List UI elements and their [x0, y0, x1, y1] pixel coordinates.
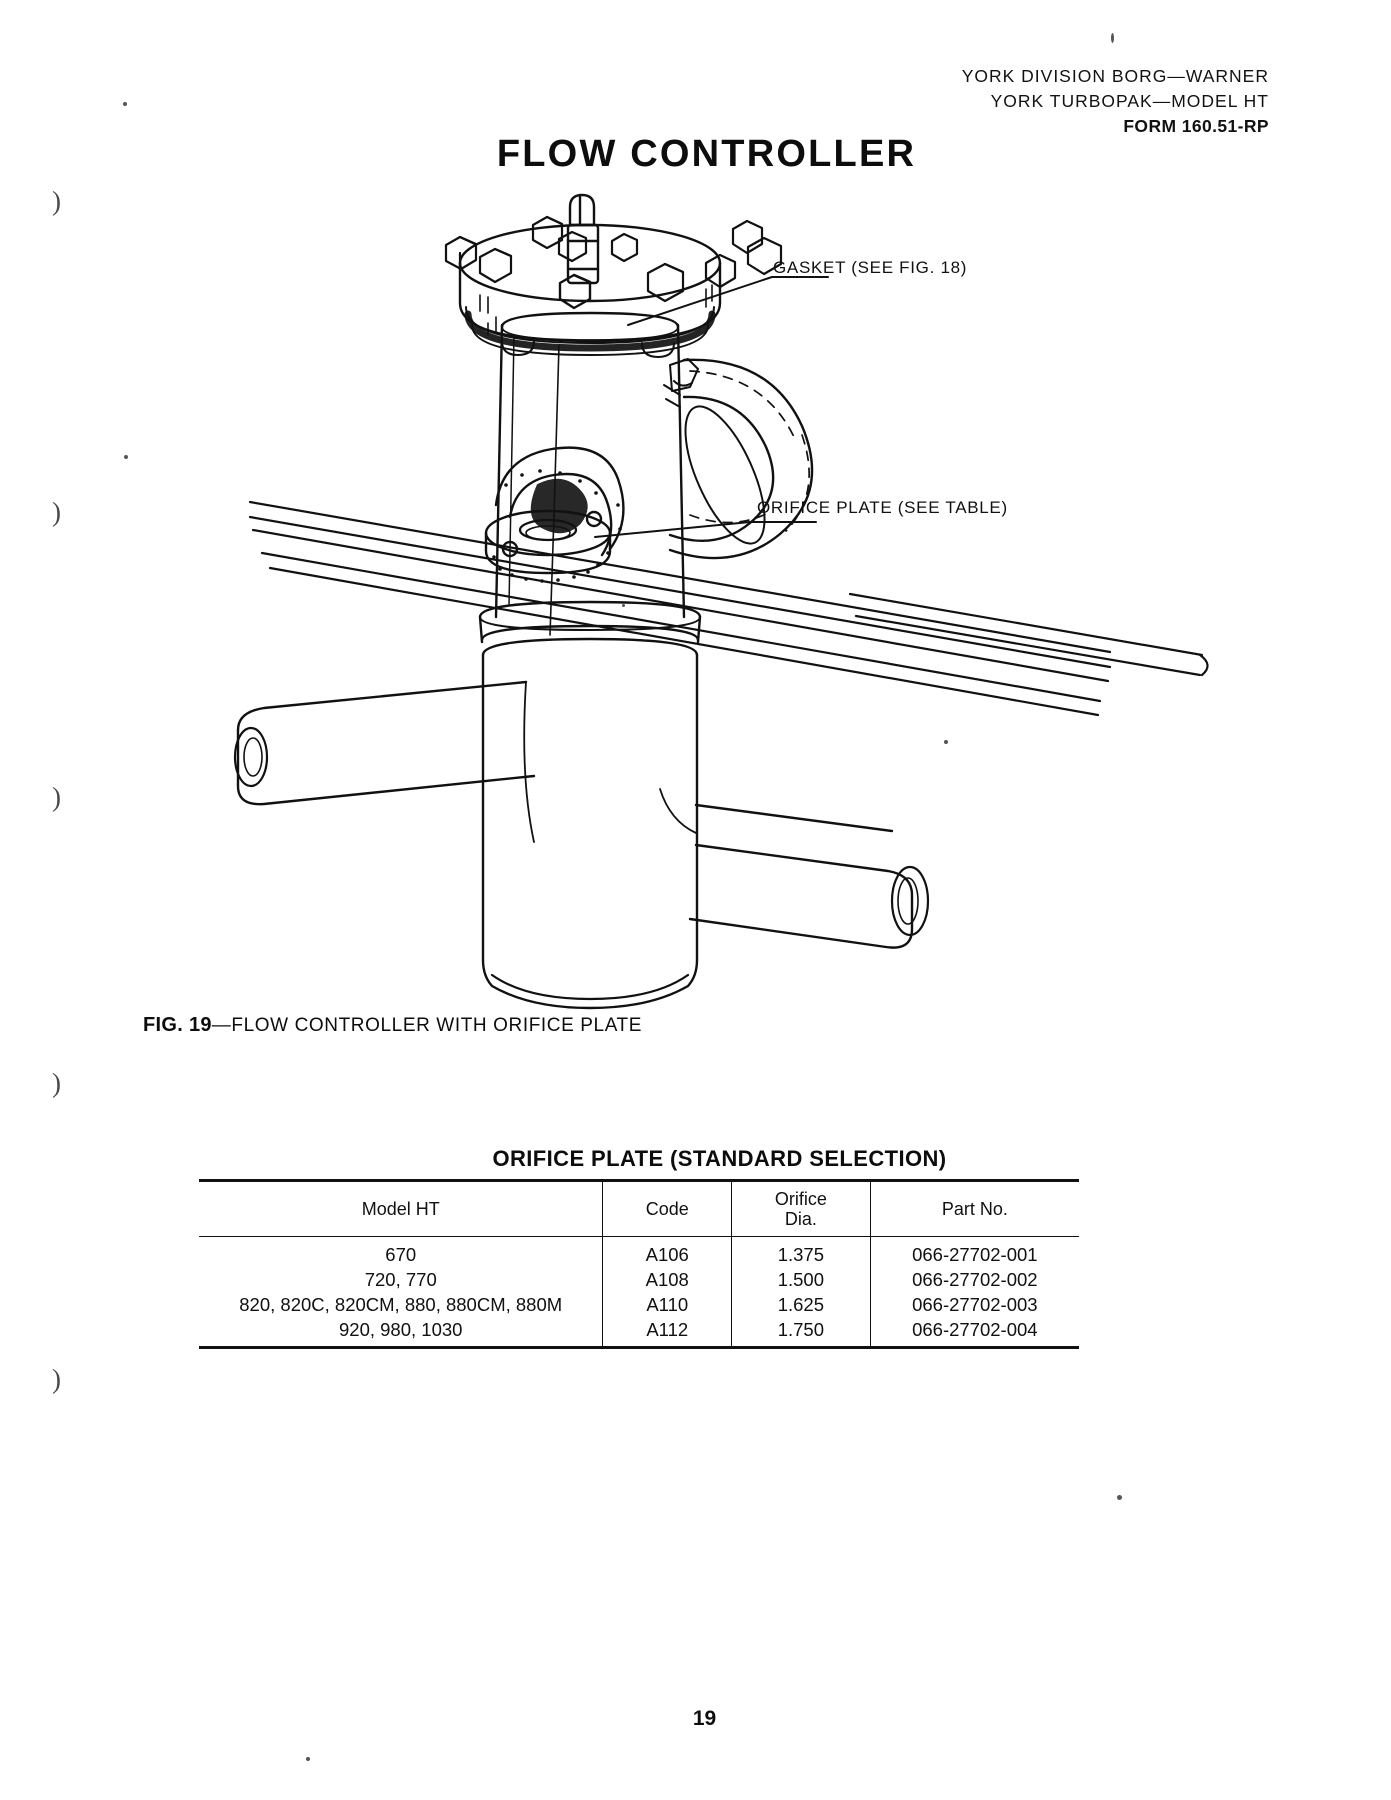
column-header-orifice-dia-line2: Dia. — [784, 1209, 817, 1229]
column-header-orifice-dia — [732, 1181, 871, 1237]
cell-code: A108 — [603, 1267, 732, 1292]
flange-bolt — [612, 234, 637, 261]
callout-label-gasket: GASKET (SEE FIG. 18) — [773, 258, 968, 277]
controller-mid-collar — [480, 602, 700, 642]
flange-bolt — [559, 232, 586, 261]
cell-orifice-dia: 1.500 — [732, 1267, 871, 1292]
column-header-model: Model HT — [199, 1181, 603, 1237]
callout-label-orifice-plate: ORIFICE PLATE (SEE TABLE) — [757, 498, 1008, 517]
cell-model: 820, 820C, 820CM, 880, 880CM, 880M — [239, 1294, 563, 1315]
figure-dash: — — [211, 1015, 232, 1036]
figure-number: FIG. 19 — [143, 1014, 212, 1036]
scan-speck — [306, 1757, 310, 1761]
binder-mark: ) — [52, 497, 61, 527]
column-header-orifice-dia-line1: Orifice — [774, 1188, 827, 1209]
scan-speck — [1111, 33, 1114, 43]
binder-mark: ) — [52, 782, 61, 812]
table-header-row — [199, 1181, 1079, 1237]
page-number: 19 — [692, 1707, 717, 1730]
cell-code: A110 — [603, 1292, 732, 1317]
table-row — [199, 1317, 1079, 1348]
cell-part-no: 066-27702-002 — [870, 1267, 1079, 1292]
binder-mark: ) — [52, 1364, 61, 1394]
table-row — [199, 1267, 1079, 1292]
horizontal-pipe-run-upper — [250, 502, 1110, 715]
center-vent-fitting — [560, 195, 598, 308]
column-header-part-no: Part No. — [870, 1181, 1079, 1237]
flow-controller-illustration — [150, 185, 1280, 1015]
cell-orifice-dia: 1.625 — [732, 1292, 871, 1317]
document-header — [962, 64, 1269, 139]
orifice-plate-table — [199, 1179, 1079, 1349]
cell-model: 670 — [385, 1244, 417, 1265]
column-header-code: Code — [603, 1181, 732, 1237]
cell-model: 920, 980, 1030 — [339, 1319, 463, 1340]
header-form-number: FORM 160.51-RP — [1123, 115, 1269, 136]
binder-mark: ) — [52, 186, 61, 216]
flange-bolt — [480, 249, 511, 282]
table-header — [199, 1181, 1079, 1237]
scan-speck — [123, 102, 127, 106]
flange-bolt — [446, 237, 476, 269]
flange-bolt — [533, 217, 562, 248]
cell-part-no: 066-27702-004 — [870, 1317, 1079, 1348]
table-row — [199, 1292, 1079, 1317]
figure-caption — [143, 1014, 642, 1037]
figure-caption-text: FLOW CONTROLLER WITH ORIFICE PLATE — [231, 1015, 643, 1036]
table-row — [199, 1237, 1079, 1268]
cell-model: 720, 770 — [364, 1269, 437, 1290]
pipe-run-right-tail — [850, 594, 1208, 675]
cell-code: A106 — [603, 1237, 732, 1268]
header-model-line: YORK TURBOPAK—MODEL HT — [990, 90, 1269, 111]
controller-bottom-cap — [492, 975, 688, 999]
scan-speck — [124, 455, 128, 459]
cell-code: A112 — [603, 1317, 732, 1348]
controller-lower-barrel — [483, 639, 697, 1008]
header-division-line: YORK DIVISION BORG—WARNER — [961, 66, 1269, 86]
cell-orifice-dia: 1.375 — [732, 1237, 871, 1268]
lower-outlet-pipe — [235, 682, 928, 948]
scan-speck — [1117, 1495, 1122, 1500]
table-title: ORIFICE PLATE (STANDARD SELECTION) — [492, 1146, 947, 1171]
cell-part-no: 066-27702-001 — [870, 1237, 1079, 1268]
binder-mark: ) — [52, 1068, 61, 1098]
page-title: FLOW CONTROLLER — [496, 133, 917, 175]
table-body — [199, 1237, 1079, 1348]
cell-orifice-dia: 1.750 — [732, 1317, 871, 1348]
cell-part-no: 066-27702-003 — [870, 1292, 1079, 1317]
